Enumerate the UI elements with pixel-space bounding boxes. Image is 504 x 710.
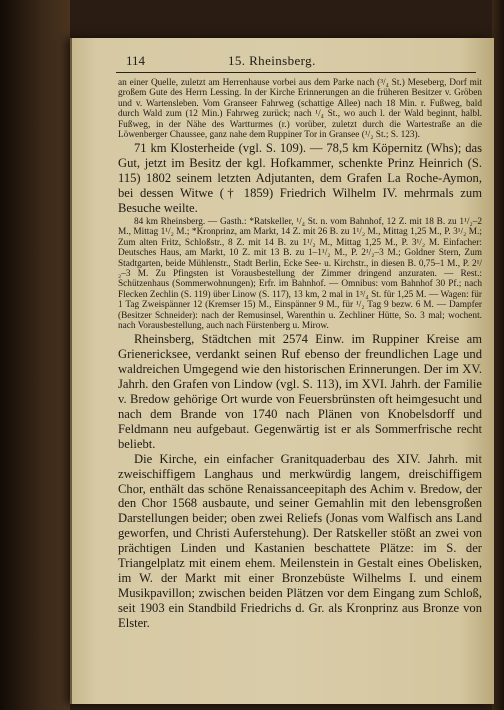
paragraph-rheinsberg-town: Rheinsberg, Städtchen mit 2574 Einw. im Ruppiner Kreise am Grienericksee, verdankt seinen Ruf ebenso der freundlichen Lage und waldreichen Umgegend wie den historischen Erinnerungen. Der im XV. Jahrh. den Grafen von Lindow (vgl. S. 113), im XVI. Jahrh. der Familie v. Bredow gehörige Ort wurde von Feuersbrünsten oft heimgesucht und nach dem Brande von 1740 nach Plänen von Knobelsdorff und Feldmann neu aufgebaut. Gegenwärtig ist er als Sommerfrische recht beliebt. xyxy=(118,332,482,451)
paragraph-rheinsberg-practical-info: 84 km Rheinsberg. — Gasth.: *Ratskeller, ¹/₄ St. n. vom Bahnhof, 12 Z. mit 18 B. zu 1¹/₂–2 M., Mittag 1¹/₂ M.; *Kronprinz, am Markt, 14 Z. mit 26 B. zu 1¹/₂ M., Mittag 1,25 M., P. 3¹/₂ M.; Zum alten Fritz, Schloßstr., 8 Z. mit 14 B. zu 1¹/₂ M., Mittag 1,25 M., P. 3¹/₂ M. Einfacher: Deutsches Haus, am Markt, 10 Z. mit 13 B. zu 1–1¹/₂ M., P. 2¹/₂–3 M.; Goldner Stern, Zum Stadtgarten, beide Mühlenstr., Stadt Berlin, Ecke See- u. Kirchstr., in diesen B. 0,75–1 M., P. 2¹/₂–3 M. Zu Pfingsten ist Vorausbestellung der Zimmer dringend anzuraten. — Rest.: Schützenhaus (Sommerwohnungen); Erfr. im Bahnhof. — Omnibus: vom Bahnhof 30 Pf.; nach Flecken Zechlin (S. 119) über Linow (S. 117), 13 km, 2 mal in 1³/₄ St. für 1,25 M. — Wagen: für 1 Tag Zweispänner 12 (Kremser 15) M., Einspänner 9 M., für ¹/₂ Tag 9 bezw. 6 M. — Dampfer (Besitzer Schneider): nach der Remusinsel, Warenthin u. Zechliner Hütte, So. 3 mal; wochent. nach Vorausbestellung, auch nach Fürstenberg u. Mirow. xyxy=(118,216,482,332)
running-header xyxy=(116,50,476,73)
book-spine-shadow xyxy=(0,0,70,710)
paragraph-koepernitz: 71 km Klosterheide (vgl. S. 109). — 78,5 km Köpernitz (Whs); das Gut, jetzt im Besitz der kgl. Hofkammer, schenkte Prinz Heinrich (S. 115) 1802 seinem letzten Adjutanten, dem Grafen La Roche-Aymon, bei dessen Witwe († 1859) Friedrich Wilhelm IV. mehrmals zum Besuche weilte. xyxy=(118,141,482,216)
chapter-title: 15. Rheinsberg. xyxy=(228,53,316,68)
book-page xyxy=(70,38,494,704)
page-body xyxy=(118,78,482,631)
paragraph-rheinsberg-church: Die Kirche, ein einfacher Granitquaderbau des XIV. Jahrh. mit zweischiffigem Langhaus und merkwürdig langem, dreischiffigem Chor, enthält das schöne Renaissanceepitaph des Achim v. Bredow, der den Chor 1568 ausbaute, und seiner Gemahlin mit den lebensgroßen Darstellungen beider; oben zwei Reliefs (Jonas vom Walfisch ans Land geworfen, und Christi Auferstehung). Der Ratskeller stößt an zwei von prächtigen Linden und Kastanien beschattete Plätze: im S. der Triangelplatz mit einem ehem. Meilenstein in Gestalt eines Obelisken, im W. der Markt mit einer Bronzebüste Wilhelms I. und einem Musikpavillon; zwischen beiden Plätzen vor dem Eingang zum Schloß, seit 1903 ein Standbild Friedrichs d. Gr. als Kronprinz aus Bronze von Elster. xyxy=(118,451,482,630)
paragraph-meseberg-route: an einer Quelle, zuletzt am Herrenhause vorbei aus dem Parke nach (³/₄ St.) Meseberg, Dorf mit großem Gute des Herrn Lessing. In der Kirche Erinnerungen an die früheren Besitzer v. Gröben und v. Wartensleben. Vom Granseer Fahrweg (schattige Allee) nach 18 Min. r. Fußweg, bald durch Wald zum (12 Min.) Fahrweg zurück; nach ¹/₄ St., wo auch l. der Wald beginnt, halbl. Fußweg, in der Nähe des Wartturmes (r.) vorüber, zuletzt durch die Wartestraße an die Löwenberger Chaussee, ganz nahe dem Ruppiner Tor in Gransee (¹/₂ St.; S. 123). xyxy=(118,78,482,141)
page-number: 114 xyxy=(126,53,146,68)
